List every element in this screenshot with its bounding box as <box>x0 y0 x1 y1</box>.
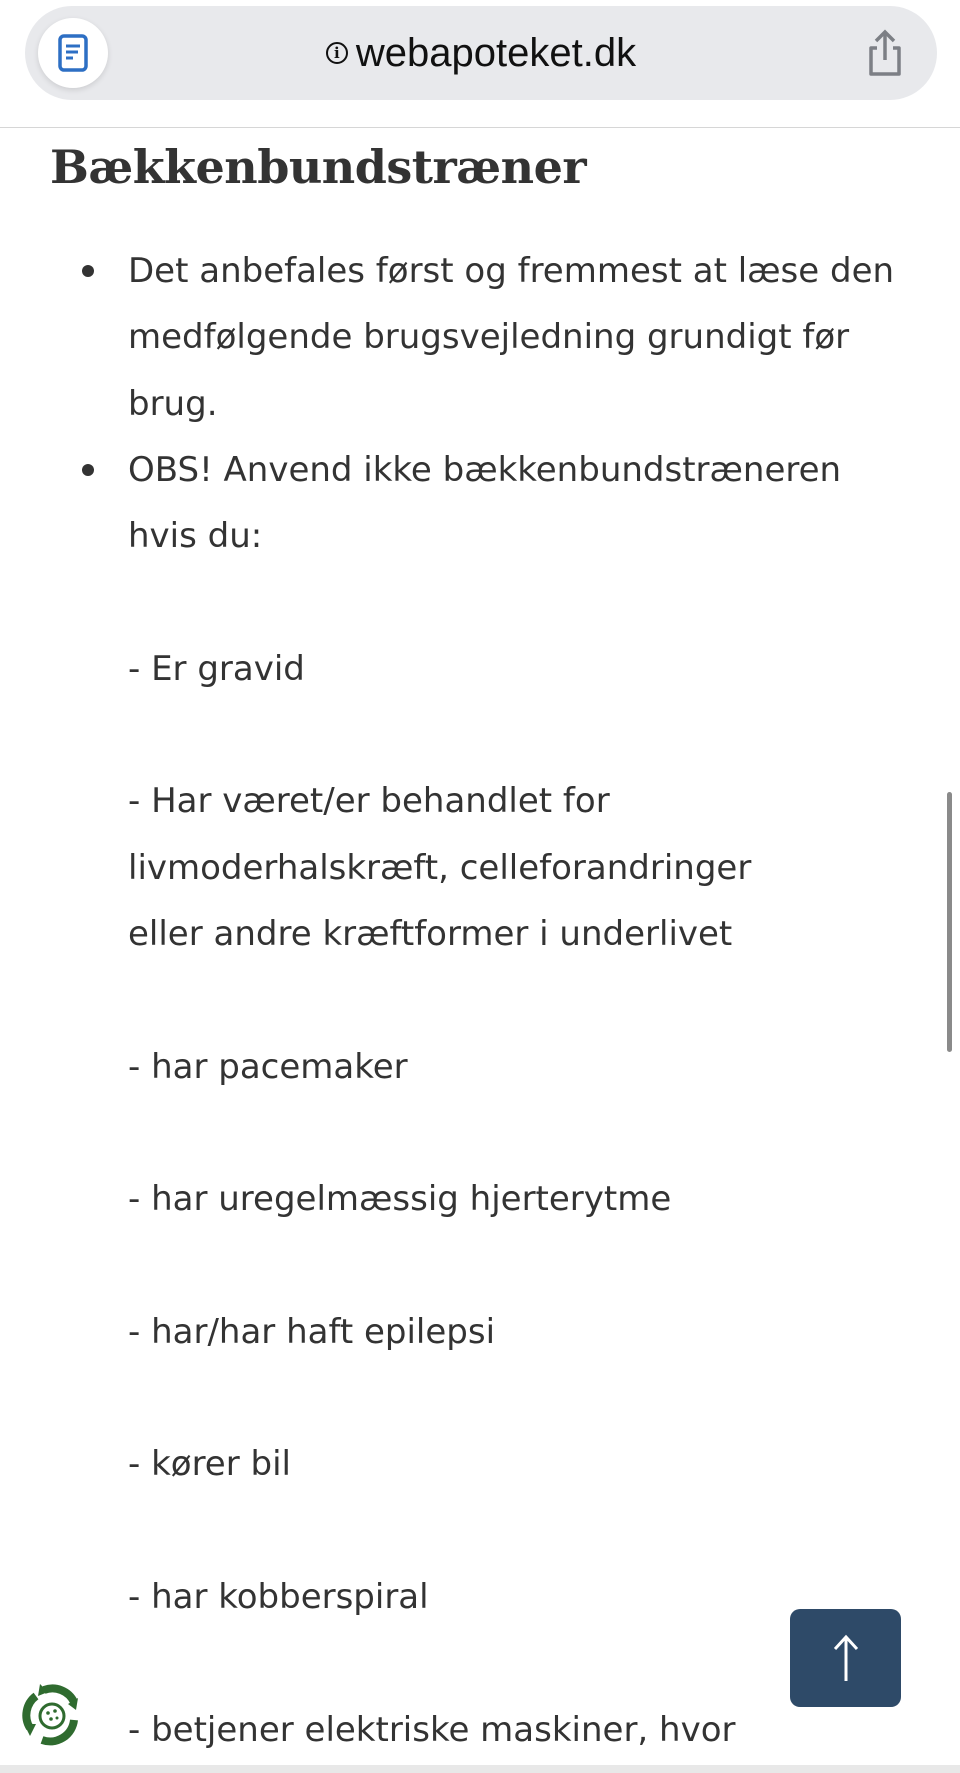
warning-line: - betjener elektriske maskiner, hvor <box>128 1709 736 1750</box>
warning-line: - har kobberspiral <box>128 1576 429 1617</box>
recycle-cookie-icon <box>16 1680 88 1752</box>
bullet-text: Det anbefales først og fremmest at læse den medfølgende brugsvejledning grundigt før brug. <box>128 251 895 424</box>
bullet-dot <box>82 464 94 476</box>
warning-line: - Har været/er behandlet for livmoderhalskræft, celleforandringer eller andre kræftformer i underlivet <box>128 781 752 954</box>
bullet-text: OBS! Anvend ikke bækkenbundstræneren hvis du: <box>128 449 842 557</box>
bottom-toolbar-edge <box>0 1765 960 1773</box>
bullet-item <box>128 437 908 1763</box>
share-button[interactable] <box>863 28 907 82</box>
warning-line: - har/har haft epilepsi <box>128 1311 496 1352</box>
scroll-to-top-button[interactable] <box>790 1609 901 1707</box>
page-title: Bækkenbundstræner <box>50 140 587 194</box>
bullet-dot <box>82 265 94 277</box>
warning-line: - har pacemaker <box>128 1046 408 1087</box>
warning-line: - har uregelmæssig hjerterytme <box>128 1179 672 1220</box>
warning-line: - kører bil <box>128 1444 291 1485</box>
cookie-consent-logo[interactable] <box>16 1680 88 1752</box>
arrow-up-icon <box>831 1633 861 1683</box>
bullet-item <box>128 238 908 437</box>
scrollbar[interactable] <box>947 792 952 1052</box>
warning-line: - Er gravid <box>128 648 305 689</box>
address-bar[interactable] <box>25 6 937 100</box>
info-icon[interactable]: i <box>326 42 348 64</box>
article-content <box>128 238 908 1763</box>
share-icon <box>863 28 907 78</box>
browser-toolbar <box>0 0 960 128</box>
url-display[interactable] <box>25 6 937 100</box>
url-text: webapoteket.dk <box>355 30 637 75</box>
